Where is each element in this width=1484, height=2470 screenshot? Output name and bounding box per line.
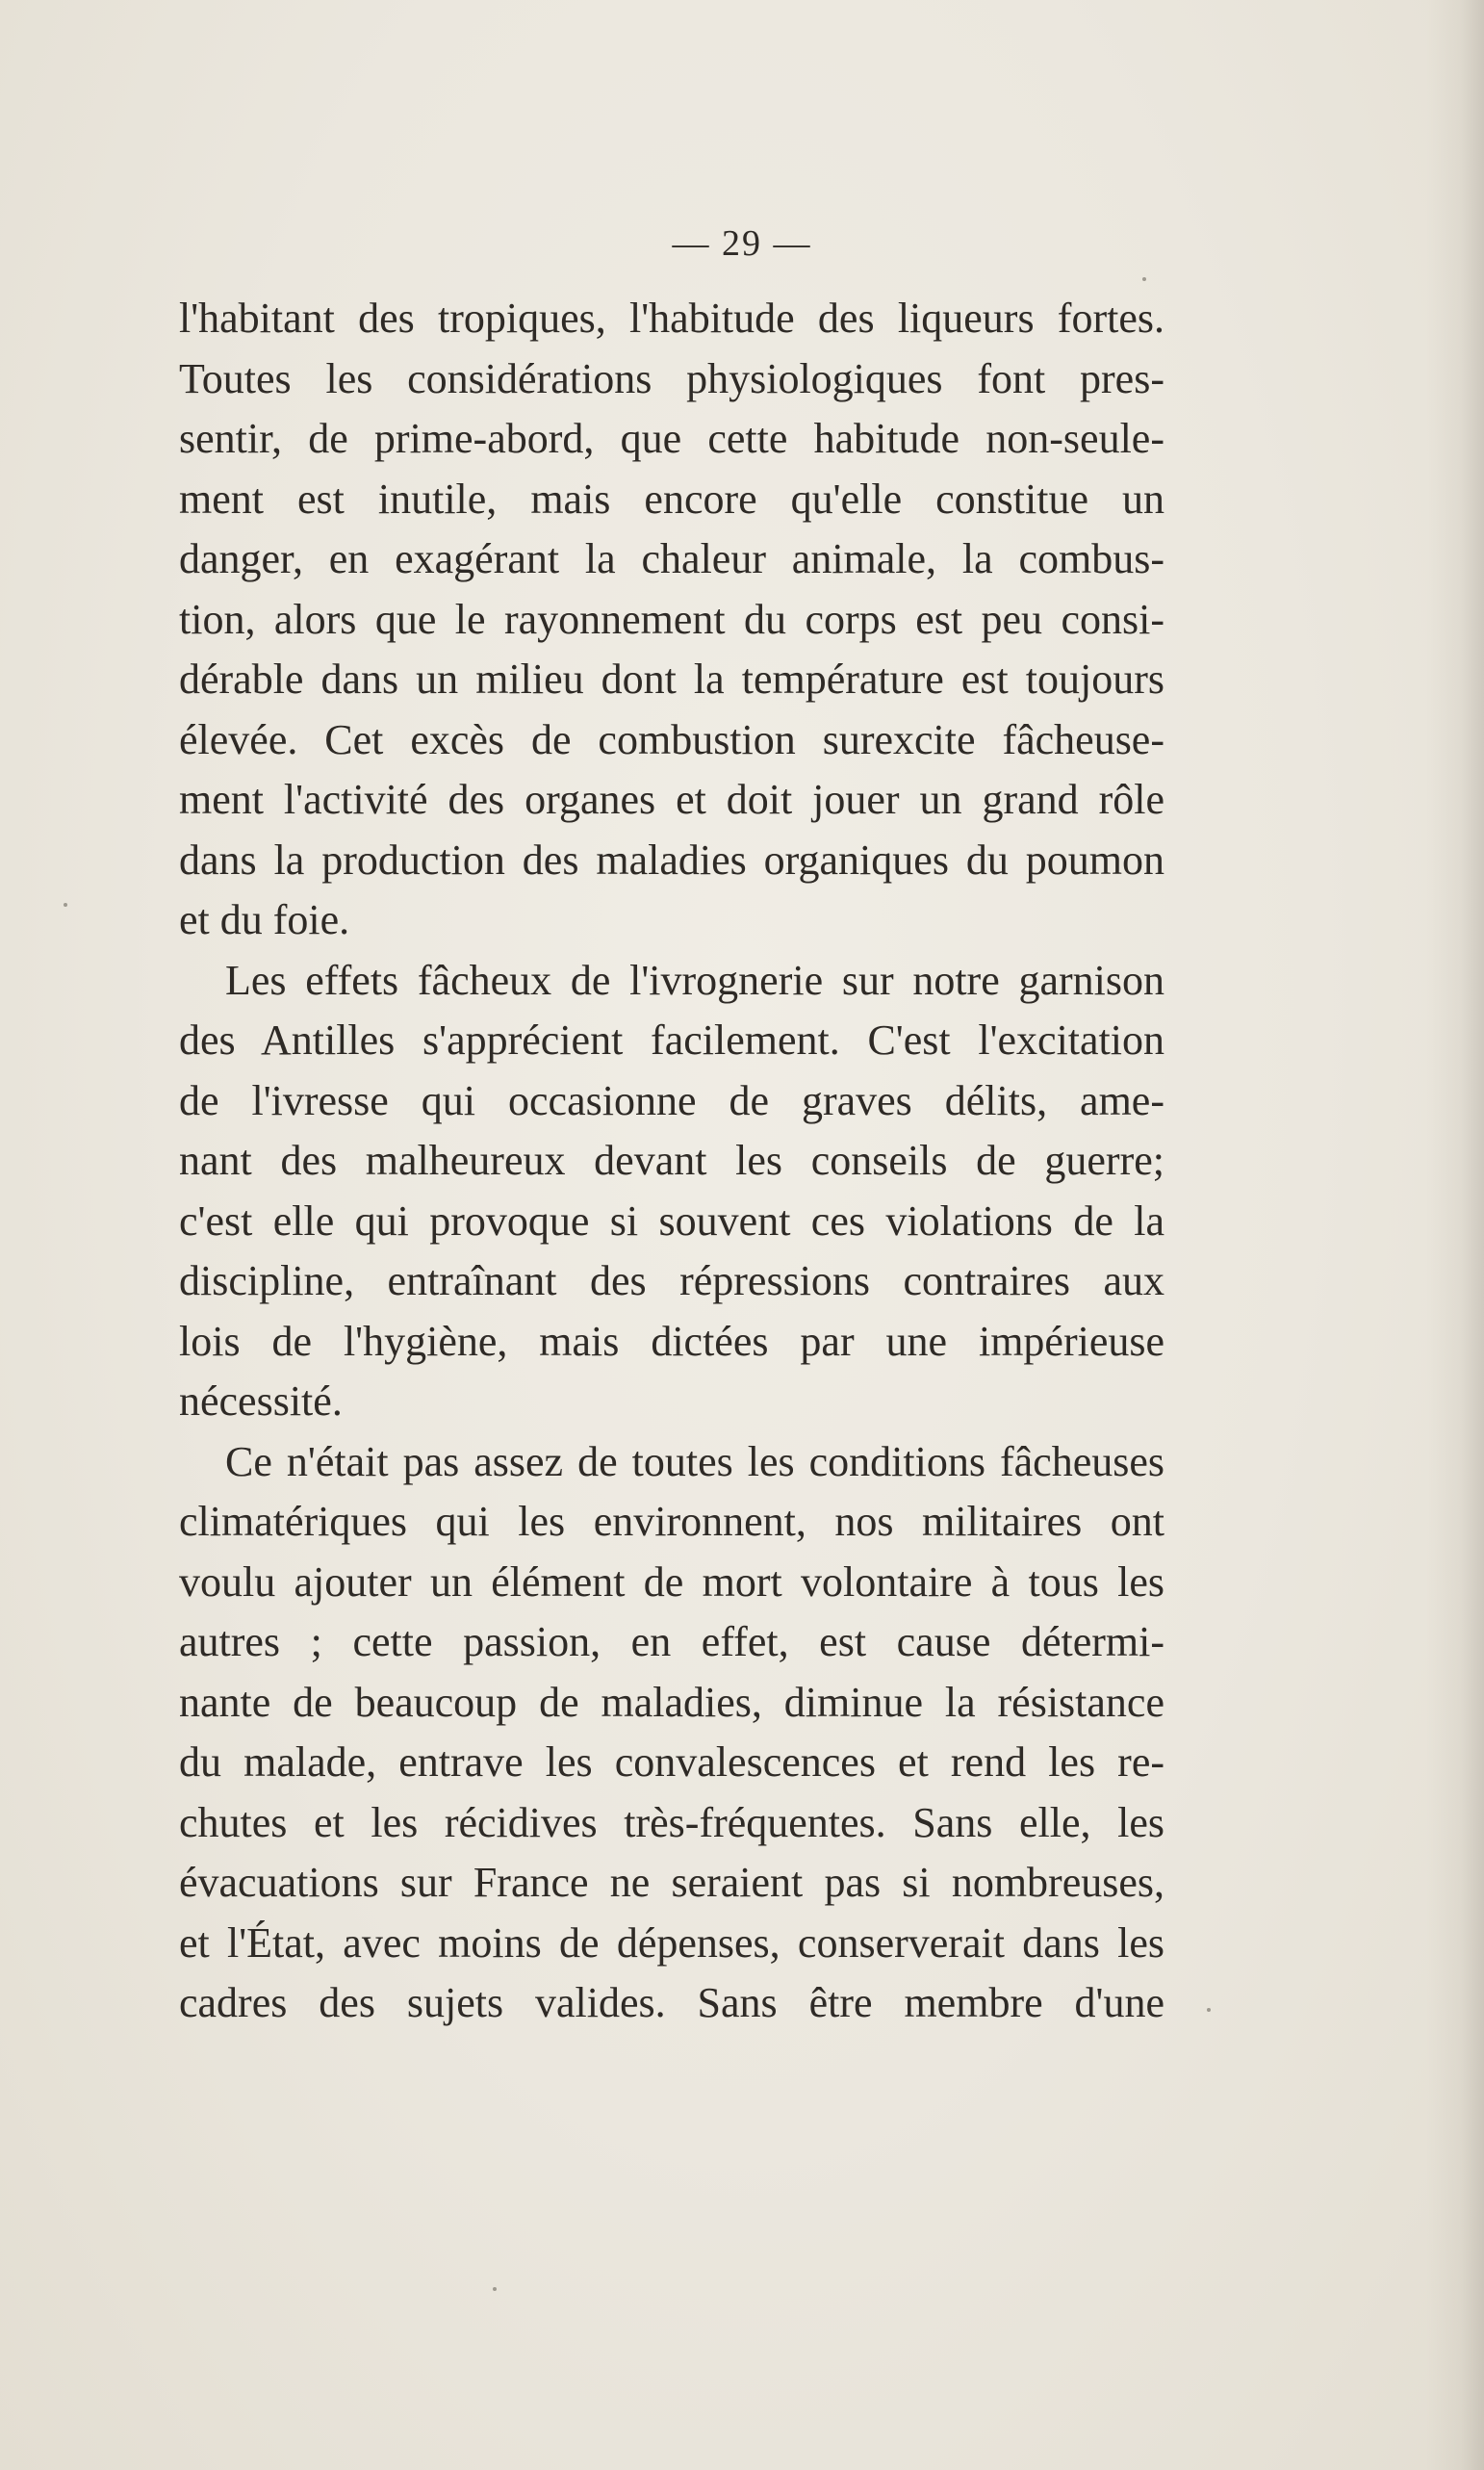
text-line: l'habitant des tropiques, l'habitude des liqueurs fortes.: [179, 295, 1164, 342]
text-line: climatériques qui les environnent, nos militaires ont: [179, 1498, 1164, 1545]
text-line: nante de beaucoup de maladies, diminue la résistance: [179, 1678, 1164, 1726]
text-line: c'est elle qui provoque si souvent ces violations de la: [179, 1196, 1164, 1245]
paragraph-2: [179, 951, 1164, 1432]
text-line: de l'ivresse qui occasionne de graves délits, ame-: [179, 1076, 1164, 1124]
text-line: tion, alors que le rayonnement du corps est peu consi-: [179, 595, 1164, 643]
text-line: dans la production des maladies organiques du poumon: [179, 836, 1164, 884]
text-line: ment est inutile, mais encore qu'elle constitue un: [179, 475, 1164, 523]
text-line: Toutes les considérations physiologiques font pres-: [179, 354, 1164, 402]
paragraph-3: [179, 1432, 1164, 2034]
text-line: chutes et les récidives très-fréquentes. Sans elle, les: [179, 1798, 1164, 1846]
paper-speck: [1207, 2008, 1211, 2012]
text-line: et du foie.: [179, 896, 350, 943]
text-line: nécessité.: [179, 1377, 343, 1425]
paragraph-1: [179, 289, 1164, 951]
text-line: des Antilles s'apprécient facilement. C'est l'excitation: [179, 1016, 1164, 1064]
text-line: voulu ajouter un élément de mort volontaire à tous les: [179, 1557, 1164, 1606]
page-edge-shadow: [1426, 0, 1484, 2470]
text-line: danger, en exagérant la chaleur animale, la combus-: [179, 535, 1164, 582]
text-line: élevée. Cet excès de combustion surexcite fâcheuse-: [179, 715, 1164, 763]
text-line: et l'État, avec moins de dépenses, conserverait dans les: [179, 1918, 1164, 1967]
text-line: autres ; cette passion, en effet, est cause détermi-: [179, 1618, 1164, 1665]
text-line: lois de l'hygiène, mais dictées par une impérieuse: [179, 1317, 1164, 1365]
text-line: sentir, de prime-abord, que cette habitude non-seule-: [179, 415, 1164, 462]
text-line: Ce n'était pas assez de toutes les conditions fâcheuses: [225, 1437, 1164, 1485]
text-line: cadres des sujets valides. Sans être membre d'une: [179, 1979, 1164, 2026]
text-line: dérable dans un milieu dont la température est toujours: [179, 656, 1164, 703]
body-text: [179, 289, 1164, 2034]
text-line: Les effets fâcheux de l'ivrognerie sur notre garnison: [225, 956, 1164, 1004]
paper-speck: [64, 903, 67, 907]
paper-speck: [493, 2287, 497, 2291]
text-line: évacuations sur France ne seraient pas si nombreuses,: [179, 1859, 1164, 1906]
page-number: — 29 —: [672, 223, 812, 264]
text-line: du malade, entrave les convalescences et rend les re-: [179, 1738, 1164, 1786]
paper-speck: [1142, 277, 1146, 281]
text-line: discipline, entraînant des répressions contraires aux: [179, 1257, 1164, 1304]
text-line: ment l'activité des organes et doit jouer un grand rôle: [179, 776, 1164, 823]
text-line: nant des malheureux devant les conseils de guerre;: [179, 1137, 1164, 1184]
